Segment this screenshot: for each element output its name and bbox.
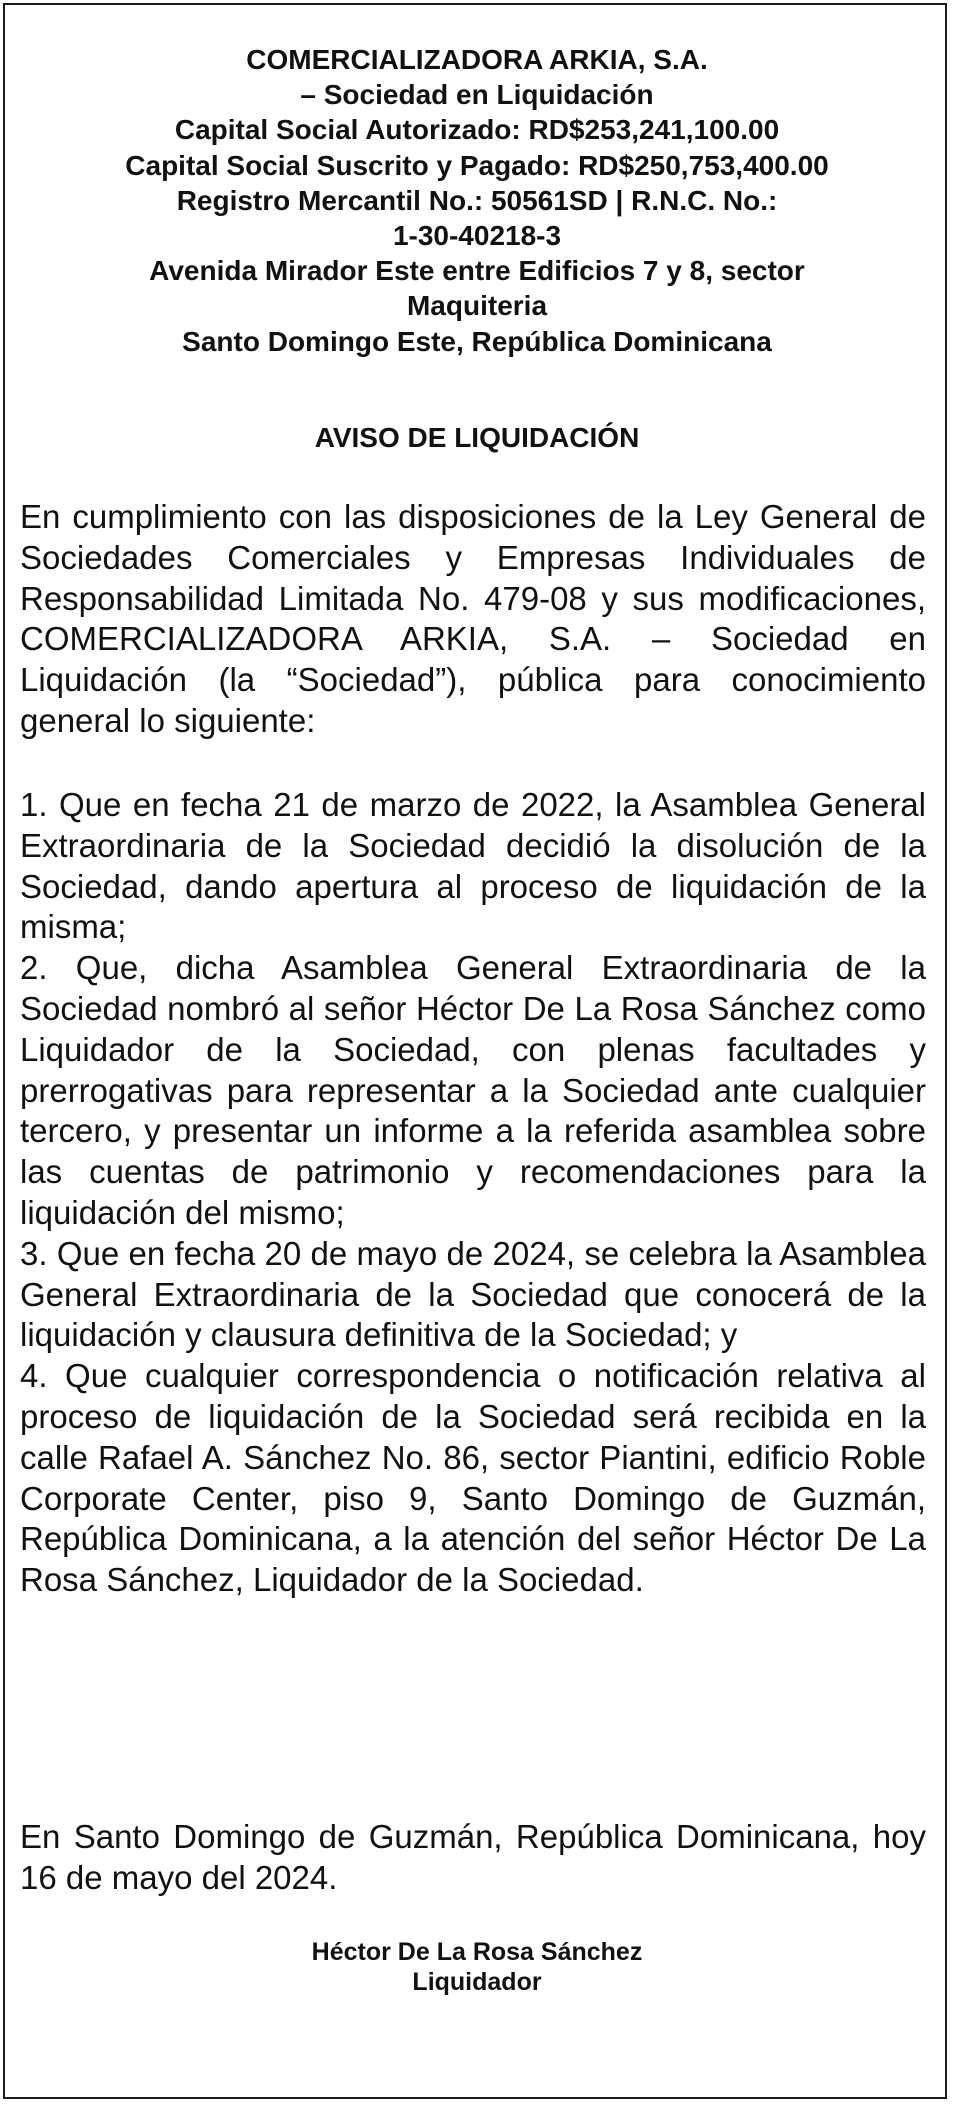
- authorized-capital: Capital Social Autorizado: RD$253,241,100.00: [174, 114, 780, 146]
- address-city: Santo Domingo Este, República Dominicana: [182, 325, 772, 357]
- intro-text: En cumplimiento con las disposiciones de la Ley General de Sociedades Comerciales y Empresas Individuales de Responsabilidad Limitada No. 479-08 y sus modificaciones, COMERCIALIZADORA ARKIA, S.A. – Sociedad en Liquidación (la “Sociedad”), pública para conocimiento general lo siguiente:: [20, 498, 926, 739]
- list-item: 1. Que en fecha 21 de marzo de 2022, la Asamblea General Extraordinaria de la Sociedad decidió la disolución de la Sociedad, dando apertura al proceso de liquidación de la misma;: [20, 786, 926, 946]
- company-name: COMERCIALIZADORA ARKIA, S.A.: [246, 44, 708, 75]
- registry-line: Registro Mercantil No.: 50561SD | R.N.C. No.:: [176, 184, 778, 216]
- list-item: 4. Que cualquier correspondencia o notificación relativa al proceso de liquidación de la Sociedad será recibida en la calle Rafael A. Sánchez No. 86, sector Piantini, edificio Roble Corporate Center, piso 9, Santo Domingo de Guzmán, República Dominicana, a la atención del señor Héctor De La Rosa Sánchez, Liquidador de la Sociedad.: [20, 1357, 926, 1599]
- rnc-number: 1-30-40218-3: [392, 220, 562, 252]
- list-item: 2. Que, dicha Asamblea General Extraordinaria de la Sociedad nombró al señor Héctor De La Rosa Sánchez como Liquidador de la Sociedad, con plenas facultades y prerrogativas para representar a la Sociedad ante cualquier tercero, y presentar un informe a la referida asamblea sobre las cuentas de patrimonio y recomendaciones para la liquidación del mismo;: [20, 949, 926, 1231]
- address-line: Avenida Mirador Este entre Edificios 7 y 8, sector: [149, 255, 805, 287]
- intro-paragraph: [20, 497, 926, 742]
- paid-capital: Capital Social Suscrito y Pagado: RD$250,753,400.00: [125, 149, 829, 181]
- signatory-role: Liquidador: [412, 1968, 542, 1996]
- list-item: 3. Que en fecha 20 de mayo de 2024, se celebra la Asamblea General Extraordinaria de la Sociedad que conocerá de la liquidación y clausura definitiva de la Sociedad; y: [20, 1234, 926, 1354]
- closing-text: En Santo Domingo de Guzmán, República Dominicana, hoy 16 de mayo del 2024.: [20, 1818, 926, 1896]
- resolution-list: [20, 785, 926, 1601]
- signature-block: [0, 1937, 954, 1997]
- signatory-name: Héctor De La Rosa Sánchez: [311, 1938, 643, 1966]
- company-status: – Sociedad en Liquidación: [300, 79, 654, 111]
- notice-title: AVISO DE LIQUIDACIÓN: [314, 422, 640, 453]
- closing-paragraph: [20, 1817, 926, 1899]
- company-header: [0, 42, 954, 359]
- address-line: Maquiteria: [406, 290, 548, 322]
